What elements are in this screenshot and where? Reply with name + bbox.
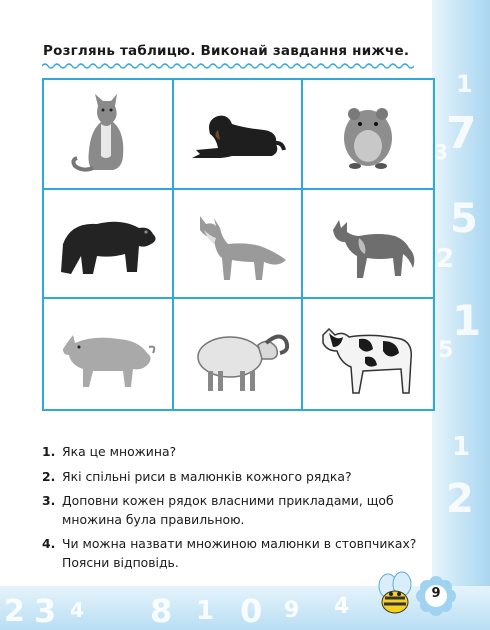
table-cell-fox xyxy=(174,190,304,300)
wolf-image xyxy=(313,196,423,291)
table-cell-cat xyxy=(44,80,174,190)
task-number: 3. xyxy=(42,493,56,508)
wavy-underline xyxy=(42,62,414,70)
decor-digit: 1 xyxy=(452,296,482,345)
task-list xyxy=(42,443,437,578)
cat-image xyxy=(53,86,163,181)
page-number: 9 xyxy=(431,586,441,601)
bee-icon xyxy=(372,568,418,618)
table-cell-dog xyxy=(174,80,304,190)
task-number: 2. xyxy=(42,468,56,484)
task-text: Які спільні риси в малюнків кожного рядка? xyxy=(62,468,352,484)
table-cell-cow xyxy=(303,299,433,409)
table-cell-hamster xyxy=(303,80,433,190)
task-heading: Розглянь таблицю. Виконай завдання нижче. xyxy=(43,43,410,59)
decor-digit: 0 xyxy=(240,592,263,630)
table-cell-wolf xyxy=(303,190,433,300)
decor-digit: 8 xyxy=(150,592,173,630)
cow-image xyxy=(313,307,423,402)
table-cell-pig xyxy=(44,299,174,409)
decor-digit: 9 xyxy=(284,598,300,623)
task-item xyxy=(42,468,437,487)
decor-digit: 1 xyxy=(456,70,473,98)
decor-digit: 7 xyxy=(446,108,477,159)
task-item xyxy=(42,492,437,529)
decor-digit: 4 xyxy=(70,598,84,622)
decor-digit: 2 xyxy=(436,244,455,274)
side-decoration-strip xyxy=(432,0,490,630)
task-text: Доповни кожен рядок власними прикладами, щоб множина була правильною. xyxy=(62,493,394,527)
table-cell-bear xyxy=(44,190,174,300)
decor-digit: 1 xyxy=(452,432,471,462)
fox-image xyxy=(182,196,292,291)
page-number-badge xyxy=(416,576,456,616)
decor-digit: 3 xyxy=(434,140,448,164)
task-item xyxy=(42,443,437,462)
animal-table xyxy=(42,78,435,411)
decor-digit: 4 xyxy=(334,594,350,619)
table-cell-ram xyxy=(174,299,304,409)
task-text: Чи можна назвати множиною малюнки в стовпчиках? Поясни відповідь. xyxy=(62,536,417,570)
bear-image xyxy=(53,196,163,291)
task-number: 1. xyxy=(42,444,56,459)
hamster-image xyxy=(313,86,423,181)
task-text: Яка це множина? xyxy=(62,444,177,459)
decor-digit: 1 xyxy=(196,596,215,626)
pig-image xyxy=(53,307,163,402)
task-item xyxy=(42,535,437,572)
decor-digit: 5 xyxy=(438,338,454,363)
ram-image xyxy=(182,307,292,402)
task-number: 4. xyxy=(42,536,56,551)
decor-digit: 3 xyxy=(34,592,57,630)
decor-digit: 2 xyxy=(4,594,25,629)
decor-digit: 2 xyxy=(446,476,474,522)
decor-digit: 5 xyxy=(450,196,478,242)
dog-image xyxy=(182,86,292,181)
